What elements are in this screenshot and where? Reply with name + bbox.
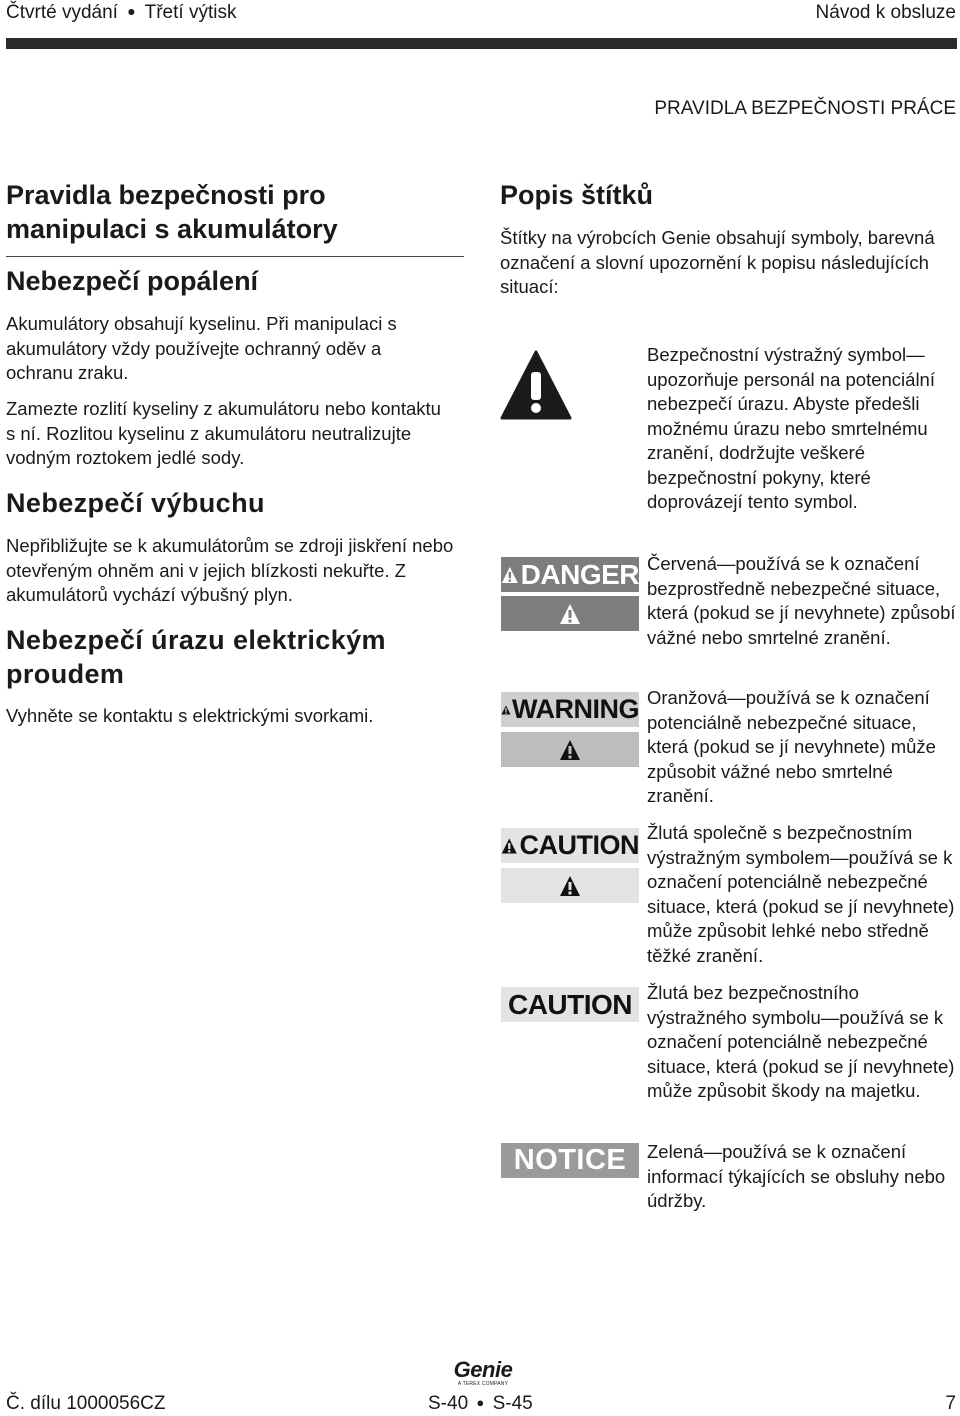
printing-text: Třetí výtisk bbox=[144, 2, 237, 23]
part-number: Č. dílu 1000056CZ bbox=[6, 1393, 166, 1414]
burn-paragraph-2: Zamezte rozlití kyseliny z akumulátoru nebo kontaktu s ní. Rozlitou kyselinu z akumulátoru neutralizujte vodným roztokem jedlé sody. bbox=[6, 398, 441, 468]
battery-safety-title: Pravidla bezpečnosti pro manipulaci s akumulátory bbox=[6, 180, 338, 244]
genie-logo-text: Genie bbox=[453, 1357, 513, 1382]
danger-label bbox=[501, 557, 639, 592]
caution-sub-label bbox=[501, 868, 639, 903]
section-title: PRAVIDLA BEZPEČNOSTI PRÁCE bbox=[654, 98, 956, 119]
caution-label-text: CAUTION bbox=[519, 830, 639, 860]
safety-alert-symbol-icon bbox=[500, 350, 572, 420]
burn-paragraph-1: Akumulátory obsahují kyselinu. Při manipulaci s akumulátory vždy používejte ochranný oděv a ochranu zraku. bbox=[6, 313, 397, 383]
caution-no-symbol-label-text: CAUTION bbox=[507, 988, 633, 1020]
genie-logo-subtext: A TEREX COMPANY bbox=[457, 1381, 509, 1387]
edition-header bbox=[6, 2, 236, 24]
labels-title: Popis štítků bbox=[500, 180, 654, 210]
genie-logo bbox=[447, 1359, 519, 1387]
title-underline bbox=[6, 256, 464, 257]
danger-description: Červená—používá se k označení bezprostředně nebezpečné situace, která (pokud se jí nevyhnete) způsobí vážné nebo smrtelné zranění. bbox=[647, 553, 956, 648]
warning-sub-alert-icon bbox=[559, 739, 581, 761]
notice-description: Zelená—používá se k označení informací týkajících se obsluhy nebo údržby. bbox=[647, 1141, 946, 1211]
page-number: 7 bbox=[945, 1393, 956, 1414]
burn-hazard-heading: Nebezpečí popálení bbox=[6, 266, 259, 296]
model-b: S-45 bbox=[492, 1393, 533, 1414]
caution-label bbox=[501, 828, 639, 863]
labels-intro: Štítky na výrobcích Genie obsahují symboly, barevná označení a slovní upozornění k popisu následujících situací: bbox=[500, 227, 935, 297]
warning-description: Oranžová—používá se k označení potenciálně nebezpečné situace, která (pokud se jí nevyhnete) může způsobit vážné nebo smrtelné zranění. bbox=[647, 687, 936, 806]
notice-label-text: NOTICE bbox=[513, 1144, 627, 1176]
model-a: S-40 bbox=[428, 1393, 469, 1414]
danger-sub-alert-icon bbox=[559, 603, 581, 625]
electric-paragraph: Vyhněte se kontaktu s elektrickými svorkami. bbox=[6, 705, 374, 726]
notice-label bbox=[501, 1143, 639, 1178]
safety-symbol-description: Bezpečnostní výstražný symbol— upozorňuje personál na potenciální nebezpečí úrazu. Abyste předešli možnému úrazu nebo smrtelnému zranění, dodržujte veškeré bezpečnostní pokyny, které doprovázejí tento symbol. bbox=[647, 344, 935, 512]
explosion-hazard-heading: Nebezpečí výbuchu bbox=[6, 488, 265, 518]
danger-alert-icon bbox=[501, 564, 519, 586]
explosion-paragraph: Nepřibližujte se k akumulátorům se zdroji jiskření nebo otevřeným ohněm ani v jejich blízkosti nekuřte. Z akumulátorů vychází výbušný plyn. bbox=[6, 535, 454, 605]
manual-title: Návod k obsluze bbox=[815, 2, 956, 23]
electric-hazard-heading: Nebezpečí úrazu elektrickým proudem bbox=[6, 625, 386, 689]
caution-no-symbol-description: Žlutá bez bezpečnostního výstražného symbolu—používá se k označení potenciálně nebezpečné situace, která (pokud se jí nevyhnete) může způsobit škody na majetku. bbox=[647, 982, 955, 1101]
caution-no-symbol-label bbox=[501, 987, 639, 1022]
warning-sub-label bbox=[501, 732, 639, 767]
header-rule bbox=[6, 38, 957, 49]
warning-label-text: WARNING bbox=[512, 694, 639, 724]
caution-description: Žlutá společně s bezpečnostním výstražným symbolem—používá se k označení potenciálně nebezpečné situace, která (pokud se jí nevyhnete) může způsobit lehké nebo středně těžké zranění. bbox=[647, 822, 955, 966]
bullet-icon: ● bbox=[127, 3, 136, 19]
warning-label bbox=[501, 692, 639, 727]
danger-label-text: DANGER bbox=[520, 558, 639, 590]
danger-sub-label bbox=[501, 596, 639, 631]
bullet-icon: ● bbox=[476, 1395, 485, 1410]
caution-sub-alert-icon bbox=[559, 875, 581, 897]
warning-alert-icon bbox=[501, 699, 511, 721]
model-numbers bbox=[428, 1393, 533, 1415]
caution-alert-icon bbox=[501, 835, 518, 857]
edition-text: Čtvrté vydání bbox=[6, 2, 118, 23]
